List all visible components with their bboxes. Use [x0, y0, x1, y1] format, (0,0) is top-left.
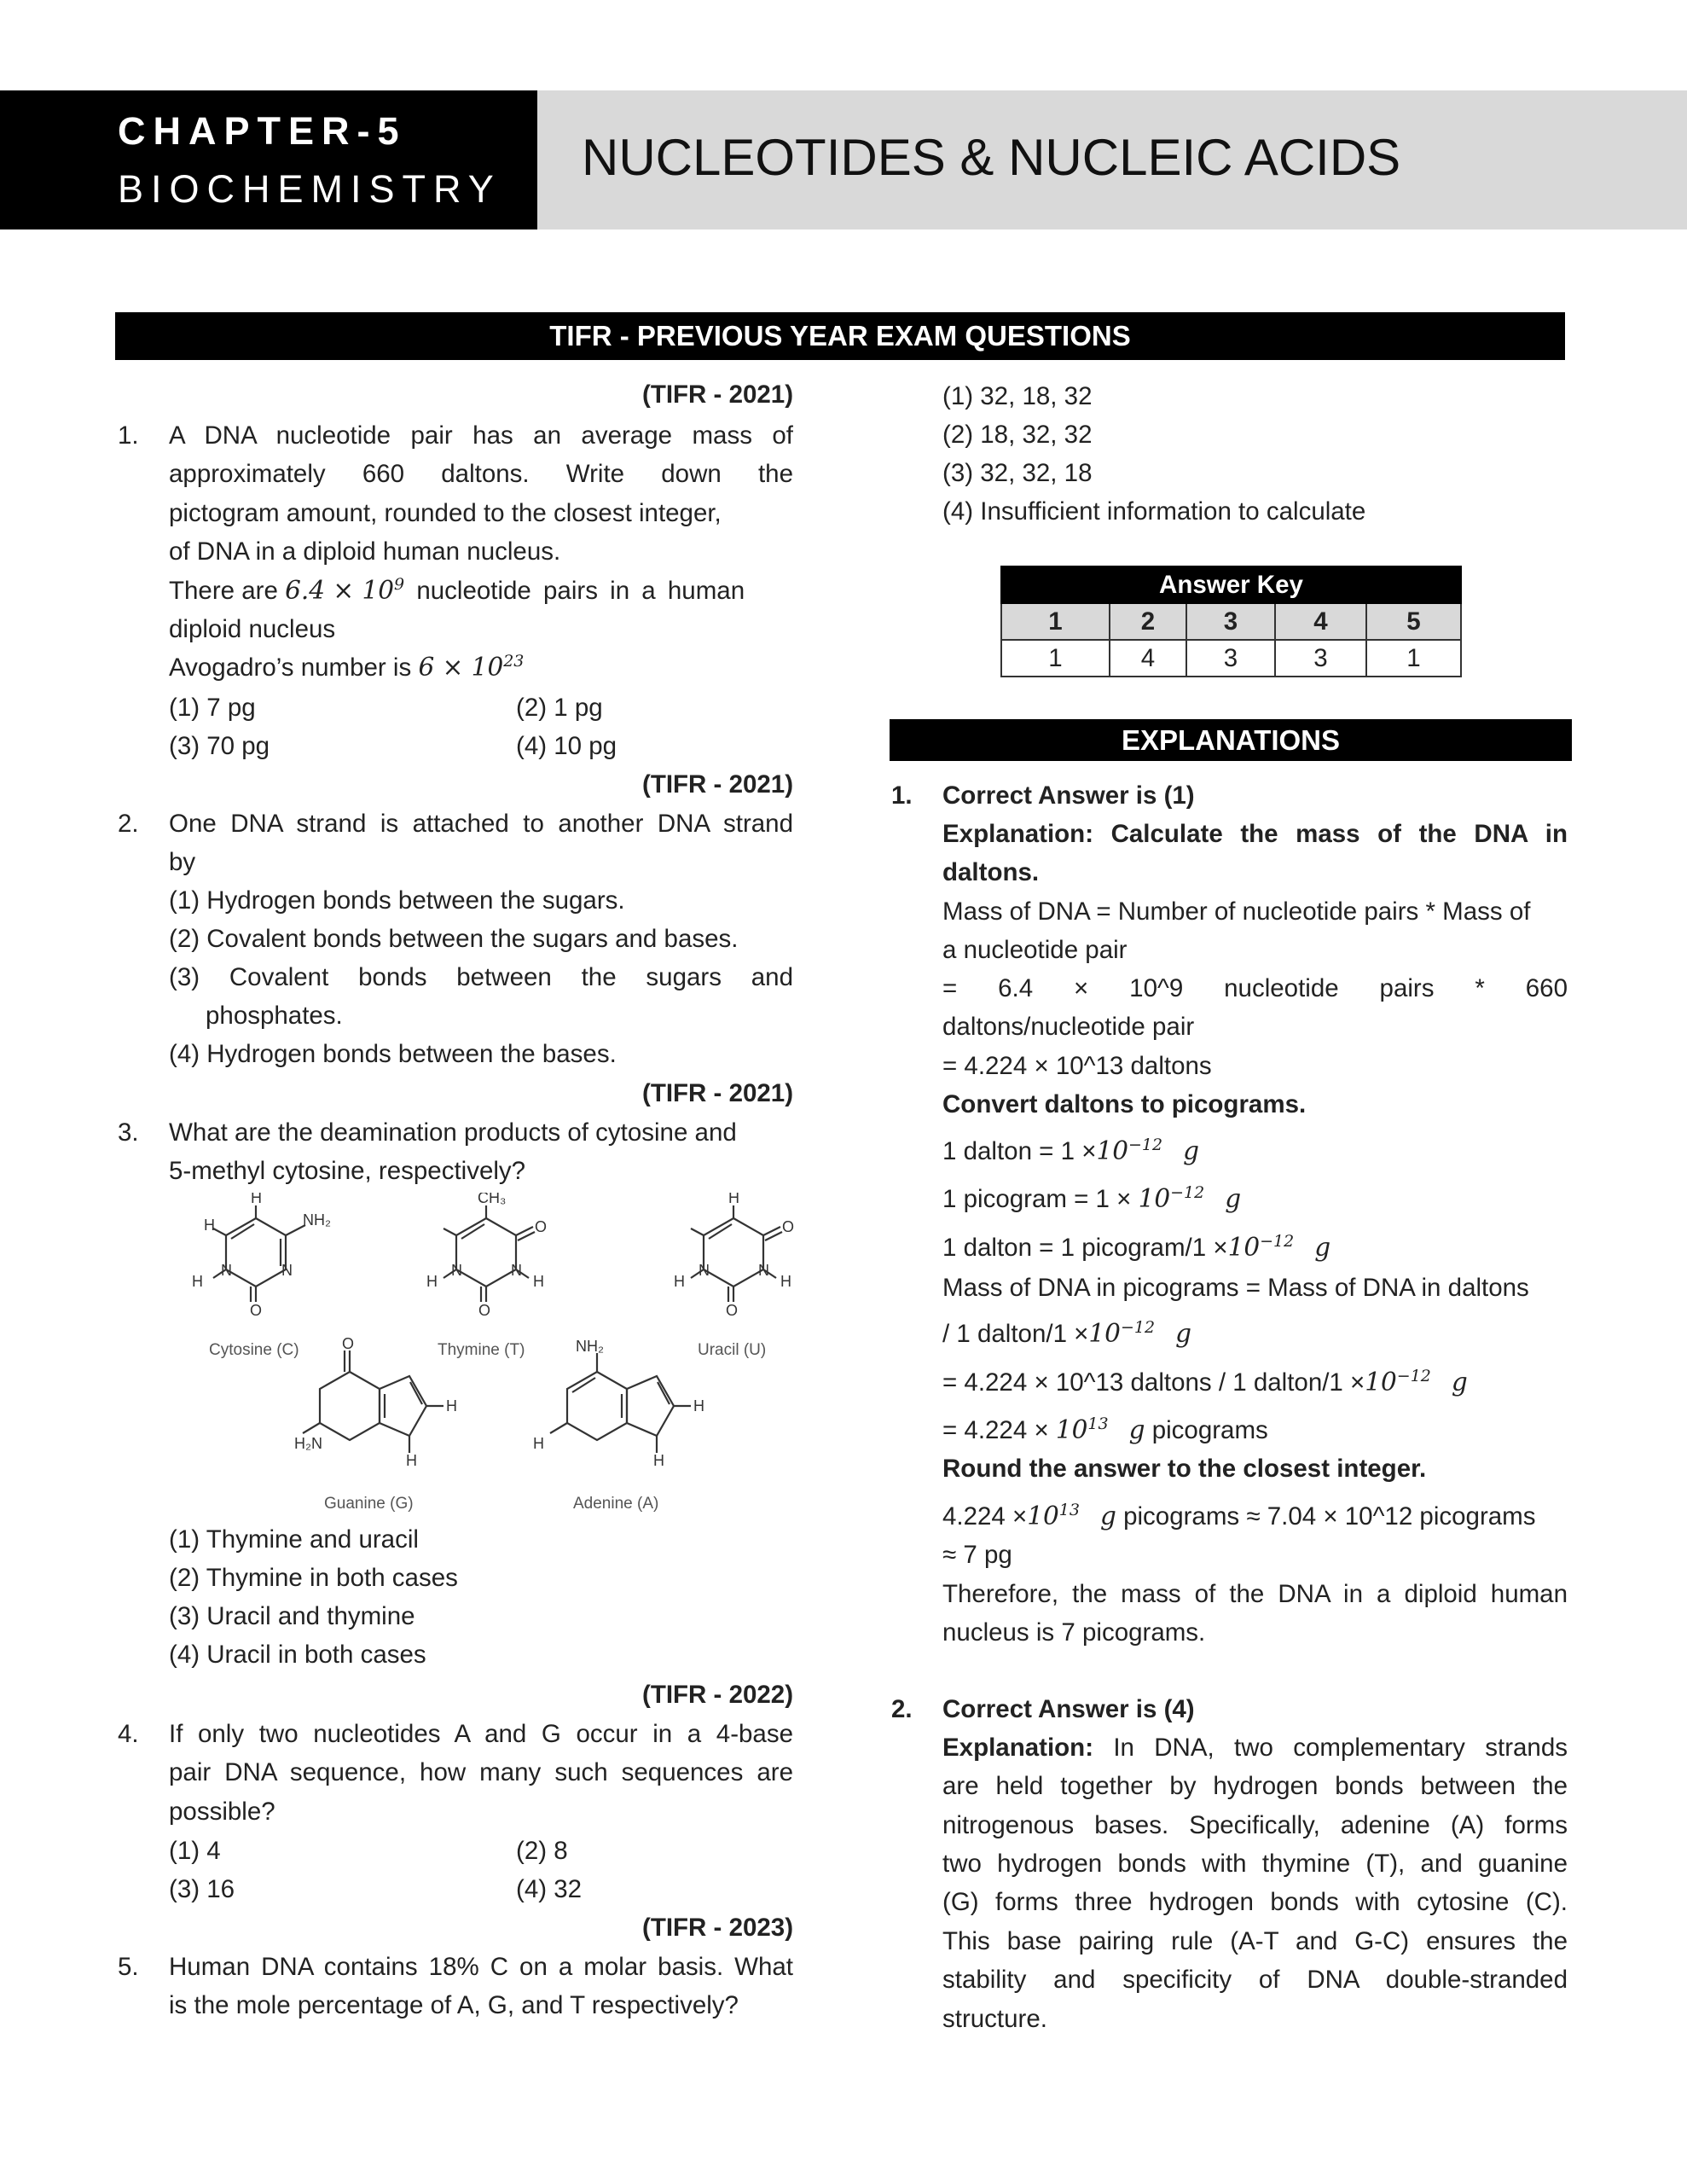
conversion-line	[942, 1497, 1536, 1536]
page-title: NUCLEOTIDES & NUCLEIC ACIDS	[582, 129, 1401, 186]
svg-text:NH₂: NH₂	[576, 1338, 604, 1355]
question-1-line: pictogram amount, rounded to the closest integer,	[169, 499, 722, 527]
svg-text:O: O	[250, 1302, 263, 1319]
svg-text:H: H	[693, 1397, 704, 1414]
option-2[interactable]: (2) 1 pg	[516, 694, 603, 722]
explanation-line: ≈ 7 pg	[942, 1541, 1012, 1569]
given-text: Avogadro’s number is	[169, 653, 419, 682]
answer-key-number: 4	[1275, 603, 1366, 640]
question-1-given-line	[169, 648, 524, 687]
explanation-2-number: 2.	[891, 1695, 913, 1723]
svg-text:H: H	[251, 1193, 262, 1206]
math: 10	[1027, 1502, 1059, 1531]
option-3[interactable]: (3) Covalent bonds between the sugars and	[169, 963, 793, 991]
question-2-tag: (TIFR - 2021)	[642, 770, 794, 799]
option-2[interactable]: (2) 8	[516, 1837, 568, 1865]
math-exponent: 9	[394, 575, 405, 595]
cytosine-structure	[213, 1205, 305, 1302]
option-3[interactable]: (3) 70 pg	[169, 732, 270, 760]
question-4-line: If only two nucleotides A and G occur in a 4-base	[169, 1720, 793, 1748]
math-exponent: −12	[1260, 1232, 1295, 1252]
svg-text:H: H	[192, 1273, 203, 1290]
question-1-line: of DNA in a diploid human nucleus.	[169, 537, 561, 566]
answer-key-title: Answer Key	[1001, 566, 1461, 603]
explanation-heading: daltons.	[942, 858, 1040, 886]
conversion-text: = 4.224 × 10^13 daltons / 1 dalton/1 ×	[942, 1368, 1365, 1397]
math: 6 × 10	[418, 653, 504, 682]
explanation-line: (G) forms three hydrogen bonds with cytosine (C).	[942, 1888, 1568, 1916]
structure-label: Uracil (U)	[698, 1341, 767, 1359]
question-3-line: What are the deamination products of cytosine and	[169, 1118, 737, 1147]
option-1[interactable]: (1) Thymine and uracil	[169, 1525, 419, 1554]
option-4[interactable]: (4) 10 pg	[516, 732, 617, 760]
nucleobase-structures-figure	[166, 1193, 815, 1515]
svg-text:N: N	[281, 1262, 293, 1279]
explanation-label: Explanation:	[942, 1734, 1094, 1762]
svg-text:H: H	[406, 1452, 417, 1469]
option-1[interactable]: (1) 4	[169, 1837, 221, 1865]
question-2-line: One DNA strand is attached to another DNA strand	[169, 810, 793, 838]
math-unit: g	[1451, 1368, 1468, 1397]
svg-text:H: H	[204, 1217, 215, 1234]
explanation-line: This base pairing rule (A-T and G-C) ensures the	[942, 1927, 1568, 1955]
uracil-structure	[691, 1205, 782, 1302]
math-exponent: 13	[1087, 1414, 1109, 1434]
option-3-continued: phosphates.	[206, 1002, 343, 1030]
question-1-number: 1.	[118, 421, 139, 450]
question-1-tag: (TIFR - 2021)	[642, 380, 794, 409]
answer-key-table	[1000, 566, 1462, 677]
question-1-line: A DNA nucleotide pair has an average mass of	[169, 421, 793, 450]
svg-text:N: N	[699, 1262, 710, 1279]
conversion-text: picograms	[1145, 1416, 1268, 1444]
svg-text:N: N	[221, 1262, 232, 1279]
conversion-text: picograms ≈ 7.04 × 10^12 picograms	[1116, 1502, 1536, 1531]
conversion-line	[942, 1228, 1330, 1267]
conversion-text: = 4.224 ×	[942, 1416, 1056, 1444]
svg-text:O: O	[726, 1302, 739, 1319]
svg-text:H: H	[780, 1273, 791, 1290]
given-text: nucleotide pairs in a human	[404, 577, 745, 605]
svg-text:H₂N: H₂N	[294, 1435, 322, 1452]
explanation-line: structure.	[942, 2005, 1047, 2033]
math-exponent: −12	[1396, 1367, 1431, 1386]
answer-key-answer: 1	[1366, 640, 1461, 677]
explanation-line: stability and specificity of DNA double-stranded	[942, 1966, 1568, 1994]
math: 10	[1365, 1368, 1397, 1397]
explanation-line: = 4.224 × 10^13 daltons	[942, 1052, 1212, 1080]
svg-text:N: N	[511, 1262, 522, 1279]
conversion-text: 1 dalton = 1 picogram/1 ×	[942, 1234, 1228, 1262]
question-3-number: 3.	[118, 1118, 139, 1147]
correct-answer: Correct Answer is (1)	[942, 781, 1195, 810]
math-unit: g	[1183, 1136, 1199, 1165]
answer-key-answer: 1	[1001, 640, 1110, 677]
given-text: There are	[169, 577, 286, 605]
option-2[interactable]: (2) Thymine in both cases	[169, 1564, 458, 1592]
explanation-line: are held together by hydrogen bonds between the	[942, 1772, 1568, 1800]
math-exponent: 13	[1058, 1501, 1080, 1520]
svg-text:O: O	[535, 1218, 548, 1235]
option-3[interactable]: (3) 32, 32, 18	[942, 459, 1093, 487]
question-4-line: possible?	[169, 1798, 275, 1826]
svg-text:N: N	[758, 1262, 769, 1279]
question-4-line: pair DNA sequence, how many such sequences are	[169, 1758, 793, 1786]
structure-label: Guanine (G)	[324, 1495, 414, 1513]
explanation-line: nucleus is 7 picograms.	[942, 1618, 1206, 1647]
section-title: TIFR - PREVIOUS YEAR EXAM QUESTIONS	[115, 312, 1565, 360]
svg-text:O: O	[782, 1218, 795, 1235]
option-4[interactable]: (4) Hydrogen bonds between the bases.	[169, 1040, 617, 1068]
math-unit: g	[1175, 1319, 1191, 1348]
explanation-text: In DNA, two complementary strands	[1093, 1734, 1568, 1762]
math: 10	[1096, 1136, 1128, 1165]
conversion-line	[942, 1132, 1199, 1170]
question-1-line: diploid nucleus	[169, 615, 336, 643]
svg-text:NH₂: NH₂	[303, 1211, 331, 1228]
question-5-line: Human DNA contains 18% C on a molar basis. What	[169, 1953, 793, 1981]
correct-answer: Correct Answer is (4)	[942, 1695, 1195, 1723]
option-1[interactable]: (1) Hydrogen bonds between the sugars.	[169, 886, 625, 915]
conversion-line	[942, 1315, 1191, 1353]
math: 10	[1088, 1319, 1121, 1348]
question-2-line: by	[169, 848, 196, 876]
answer-key-number: 3	[1186, 603, 1275, 640]
math: 10	[1227, 1233, 1261, 1262]
conversion-line	[942, 1180, 1241, 1218]
answer-key-answer: 4	[1110, 640, 1186, 677]
conversion-text: / 1 dalton/1 ×	[942, 1320, 1089, 1348]
svg-text:H: H	[653, 1452, 664, 1469]
answer-key-number: 1	[1001, 603, 1110, 640]
question-2-number: 2.	[118, 810, 139, 838]
question-4-number: 4.	[118, 1720, 139, 1748]
svg-text:H: H	[533, 1273, 544, 1290]
answer-key-answer: 3	[1275, 640, 1366, 677]
math-exponent: −12	[1170, 1183, 1205, 1203]
math-unit: g	[1099, 1502, 1116, 1531]
explanation-line: two hydrogen bonds with thymine (T), and guanine	[942, 1850, 1568, 1878]
svg-text:H: H	[674, 1273, 685, 1290]
math-exponent: −12	[1128, 1136, 1163, 1155]
conversion-text: 4.224 ×	[942, 1502, 1028, 1531]
option-4[interactable]: (4) 32	[516, 1875, 583, 1903]
svg-text:H: H	[446, 1397, 457, 1414]
question-5-tag: (TIFR - 2023)	[642, 1914, 794, 1942]
option-3[interactable]: (3) 16	[169, 1875, 235, 1903]
svg-text:H: H	[728, 1193, 739, 1206]
explanation-1-number: 1.	[891, 781, 913, 810]
explanation-line: nitrogenous bases. Specifically, adenine (A) forms	[942, 1811, 1568, 1839]
explanation-subheading: Convert daltons to picograms.	[942, 1090, 1307, 1118]
option-2[interactable]: (2) Covalent bonds between the sugars and bases.	[169, 925, 739, 953]
svg-text:H: H	[426, 1273, 438, 1290]
answer-key-number: 2	[1110, 603, 1186, 640]
option-1[interactable]: (1) 32, 18, 32	[942, 382, 1093, 410]
question-1-line: approximately 660 daltons. Write down the	[169, 460, 793, 488]
option-4[interactable]: (4) Uracil in both cases	[169, 1641, 426, 1669]
conversion-line	[942, 1363, 1468, 1402]
guanine-structure	[303, 1350, 443, 1453]
answer-key-answer: 3	[1186, 640, 1275, 677]
structure-label: Cytosine (C)	[209, 1341, 299, 1359]
option-4[interactable]: (4) Insufficient information to calculate	[942, 497, 1366, 526]
math-unit: g	[1314, 1233, 1331, 1262]
math-unit: g	[1128, 1415, 1145, 1444]
question-3-tag: (TIFR - 2021)	[642, 1079, 794, 1107]
math-unit: g	[1225, 1184, 1242, 1213]
option-2[interactable]: (2) 18, 32, 32	[942, 421, 1093, 449]
chapter-label: CHAPTER-5	[118, 109, 407, 153]
explanation-line: Therefore, the mass of the DNA in a diploid human	[942, 1580, 1568, 1608]
math-exponent: 23	[503, 652, 525, 671]
thymine-structure	[443, 1205, 535, 1302]
conversion-text: 1 dalton = 1 ×	[942, 1137, 1097, 1165]
svg-text:O: O	[342, 1335, 355, 1352]
math: 10	[1138, 1184, 1171, 1213]
math-exponent: −12	[1120, 1318, 1156, 1338]
explanation-heading: Explanation: Calculate the mass of the DNA in	[942, 820, 1568, 848]
explanation-line: Mass of DNA = Number of nucleotide pairs * Mass of	[942, 897, 1531, 926]
svg-text:H: H	[533, 1435, 544, 1452]
conversion-text: 1 picogram = 1 ×	[942, 1185, 1139, 1213]
explanation-line	[942, 1728, 1568, 1767]
explanation-subheading: Round the answer to the closest integer.	[942, 1455, 1427, 1483]
question-5-line: is the mole percentage of A, G, and T respectively?	[169, 1991, 739, 2019]
math: 10	[1055, 1415, 1088, 1444]
option-1[interactable]: (1) 7 pg	[169, 694, 256, 722]
explanation-line: a nucleotide pair	[942, 936, 1128, 964]
subject-label: BIOCHEMISTRY	[118, 167, 501, 211]
conversion-line	[942, 1411, 1268, 1449]
question-1-given-line	[169, 572, 745, 610]
svg-text:O: O	[478, 1302, 491, 1319]
structure-label: Adenine (A)	[573, 1495, 659, 1513]
explanation-line: daltons/nucleotide pair	[942, 1013, 1195, 1041]
structure-label: Thymine (T)	[438, 1341, 525, 1359]
explanation-line: Mass of DNA in picograms = Mass of DNA in daltons	[942, 1274, 1529, 1302]
svg-text:CH₃: CH₃	[478, 1193, 507, 1206]
question-4-tag: (TIFR - 2022)	[642, 1681, 794, 1709]
adenine-structure	[550, 1353, 691, 1453]
svg-text:N: N	[451, 1262, 462, 1279]
answer-key-number: 5	[1366, 603, 1461, 640]
explanations-title: EXPLANATIONS	[890, 719, 1572, 761]
question-5-number: 5.	[118, 1953, 139, 1981]
option-3[interactable]: (3) Uracil and thymine	[169, 1602, 415, 1630]
explanation-line: = 6.4 × 10^9 nucleotide pairs * 660	[942, 974, 1568, 1002]
math: 6.4 × 10	[285, 576, 395, 605]
question-3-line: 5-methyl cytosine, respectively?	[169, 1157, 526, 1185]
